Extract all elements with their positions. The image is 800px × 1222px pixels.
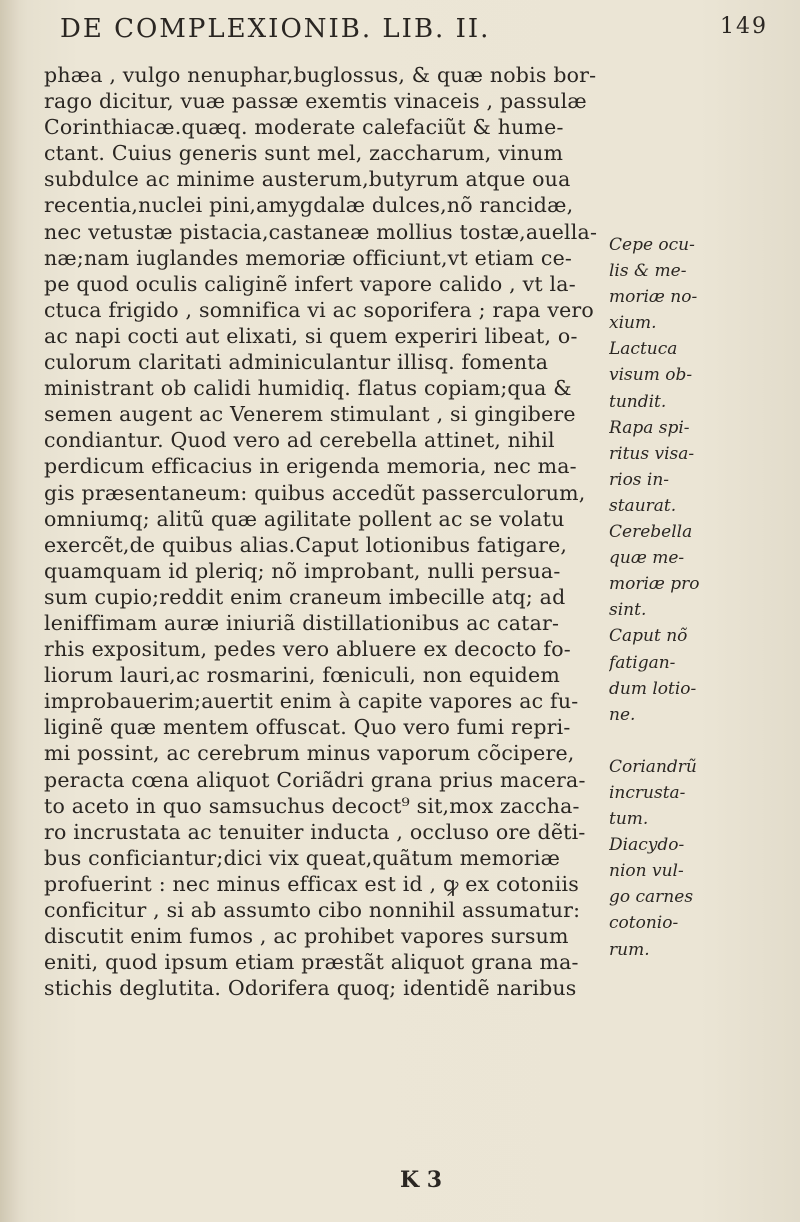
text-line: improbauerim;auertit enim à capite vapores ac fu- bbox=[44, 689, 579, 714]
margin-note-line: Diacydo- bbox=[609, 835, 685, 856]
margin-note-line: xium. bbox=[609, 313, 657, 334]
margin-note-line: quæ me- bbox=[609, 548, 685, 569]
text-line: discutit enim fumos , ac prohibet vapores sursum bbox=[44, 924, 569, 949]
margin-note-line: Caput nõ bbox=[609, 626, 688, 647]
text-line: eniti, quod ipsum etiam præstãt aliquot grana ma- bbox=[44, 950, 579, 975]
running-header bbox=[60, 14, 780, 54]
text-line: liorum lauri,ac rosmarini, fœniculi, non equidem bbox=[44, 663, 560, 688]
margin-note-line: rios in- bbox=[609, 469, 670, 490]
main-text-block bbox=[44, 62, 604, 1001]
marginal-notes bbox=[609, 232, 795, 963]
text-line: omniumq; alitũ quæ agilitate pollent ac se volatu bbox=[44, 506, 565, 531]
text-line: liginẽ quæ mentem offuscat. Quo vero fumi repri- bbox=[44, 715, 571, 740]
signature-mark: K 3 bbox=[400, 1167, 443, 1193]
text-line: rhis expositum, pedes vero abluere ex decocto fo- bbox=[44, 637, 571, 662]
margin-note-line: Lactuca bbox=[609, 339, 678, 360]
margin-note-line: dum lotio- bbox=[609, 678, 697, 699]
text-line: sum cupio;reddit enim craneum imbecille atq; ad bbox=[44, 584, 566, 609]
running-title: DE COMPLEXIONIB. LIB. II. bbox=[60, 14, 491, 44]
margin-note-line: go carnes bbox=[609, 887, 694, 908]
text-line: condiantur. Quod vero ad cerebella attinet, nihil bbox=[44, 428, 555, 453]
text-line: næ;nam iuglandes memoriæ officiunt,vt etiam ce- bbox=[44, 245, 573, 270]
text-line: peracta cœna aliquot Coriãdri grana prius macera- bbox=[44, 767, 586, 792]
text-line: recentia,nuclei pini,amygdalæ dulces,nõ rancidæ, bbox=[44, 193, 574, 218]
margin-note-line: lis & me- bbox=[609, 261, 687, 282]
margin-note-line: fatigan- bbox=[609, 652, 676, 673]
margin-note-line: ritus visa- bbox=[609, 443, 695, 464]
text-line: quamquam id pleriq; nõ improbant, nulli persua- bbox=[44, 558, 561, 583]
text-line: phæa , vulgo nenuphar,buglossus, & quæ nobis bor- bbox=[44, 63, 597, 87]
margin-note-line: tundit. bbox=[609, 391, 667, 412]
text-line: ro incrustata ac tenuiter inducta , occluso ore dẽti- bbox=[44, 819, 586, 844]
margin-note-line: Rapa spi- bbox=[609, 417, 690, 438]
margin-note-line: Cerebella bbox=[609, 522, 693, 543]
margin-note-line: incrusta- bbox=[609, 782, 686, 803]
margin-note-line: cotonio- bbox=[609, 913, 679, 934]
text-line: semen augent ac Venerem stimulant , si gingibere bbox=[44, 402, 576, 427]
text-line: profuerint : nec minus efficax est id , ꝙ ex cotoniis bbox=[44, 871, 579, 896]
text-line: culorum claritati adminiculantur illisq. fomenta bbox=[44, 350, 549, 375]
page-gutter bbox=[0, 0, 20, 1222]
text-line: conficitur , si ab assumto cibo nonnihil assumatur: bbox=[44, 898, 581, 922]
margin-note-line: visum ob- bbox=[609, 365, 693, 386]
text-line: ministrant ob calidi humidiq. flatus copiam;qua & bbox=[44, 376, 572, 401]
margin-note-line: moriæ pro bbox=[609, 574, 700, 595]
margin-note-line: nion vul- bbox=[609, 861, 684, 882]
margin-note-line: staurat. bbox=[609, 495, 677, 516]
text-line: gis præsentaneum: quibus accedũt passerculorum, bbox=[44, 480, 586, 505]
text-line: nec vetustæ pistacia,castaneæ mollius tostæ,auella- bbox=[44, 219, 598, 244]
margin-note-line: sint. bbox=[609, 600, 647, 621]
text-line: pe quod oculis caliginẽ infert vapore calido , vt la- bbox=[44, 271, 576, 296]
text-line: Corinthiacæ.quæq. moderate calefaciũt & hume- bbox=[44, 115, 564, 140]
margin-note-line: ne. bbox=[609, 704, 636, 725]
margin-note-line: Coriandrũ bbox=[609, 756, 697, 777]
text-line: ac napi cocti aut elixati, si quem experiri libeat, o- bbox=[44, 323, 578, 348]
text-line: to aceto in quo samsuchus decoct⁹ sit,mox zaccha- bbox=[44, 793, 580, 818]
text-line: ctant. Cuius generis sunt mel, zaccharum, vinum bbox=[44, 141, 564, 166]
margin-note-line: moriæ no- bbox=[609, 287, 698, 308]
text-line: ctuca frigido , somnifica vi ac soporifera ; rapa vero bbox=[44, 297, 594, 322]
text-line: exercẽt,de quibus alias.Caput lotionibus fatigare, bbox=[44, 532, 568, 557]
margin-note-line: tum. bbox=[609, 809, 649, 830]
text-line: mi possint, ac cerebrum minus vaporum cõcipere, bbox=[44, 741, 575, 766]
margin-note-line: Cepe ocu- bbox=[609, 235, 695, 255]
margin-note-line: rum. bbox=[609, 939, 650, 960]
text-line: stichis deglutita. Odorifera quoq; identidẽ naribus bbox=[44, 976, 577, 1001]
text-line: perdicum efficacius in erigenda memoria, nec ma- bbox=[44, 454, 577, 479]
text-line: bus conficiantur;dici vix queat,quãtum memoriæ bbox=[44, 845, 561, 870]
text-line: subdulce ac minime austerum,butyrum atque oua bbox=[44, 167, 571, 192]
text-line: leniffimam auræ iniuriã distillationibus ac catar- bbox=[44, 610, 560, 635]
page-number: 149 bbox=[720, 14, 768, 39]
margin-note-line bbox=[609, 728, 795, 754]
text-line: rago dicitur, vuæ passæ exemtis vinaceis , passulæ bbox=[44, 89, 587, 114]
